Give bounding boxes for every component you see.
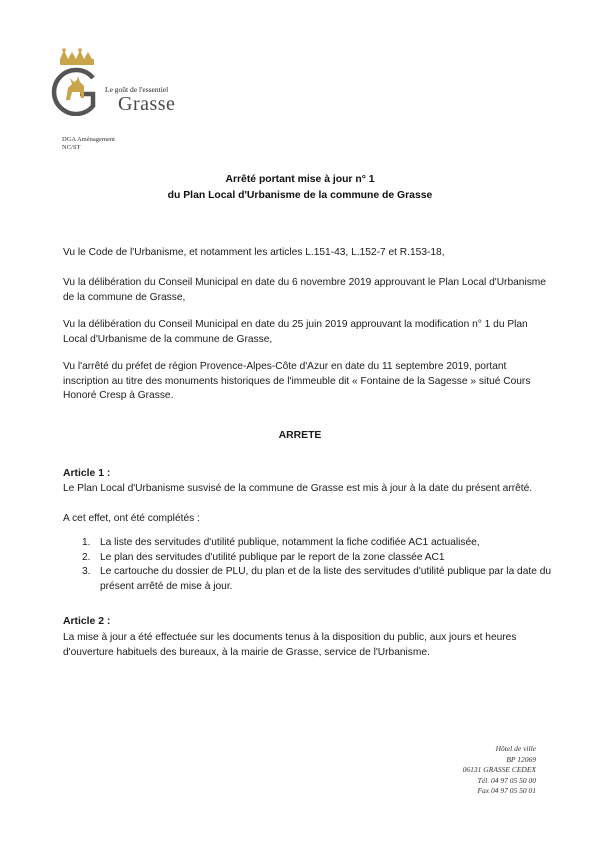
title-line-1: Arrêté portant mise à jour n° 1	[225, 174, 375, 185]
department-name: DGA Aménagement	[62, 136, 115, 143]
article-2-text: La mise à jour a été effectuée sur les documents tenus à la disposition du public, aux jours et heures d'ouverture habituels des bureaux, à la mairie de Grasse, service de l'Urbanisme.	[63, 632, 517, 658]
list-item-text: Le cartouche du dossier de PLU, du plan et de la liste des servitudes d'utilité publique par la date du présent arrêté de mise à jour.	[100, 566, 552, 592]
article-1-title: Article 1 :	[63, 468, 111, 479]
article-1-text: Le Plan Local d'Urbanisme susvisé de la commune de Grasse est mis à jour à la date du présent arrêté.	[63, 483, 533, 494]
city-hall-address	[463, 744, 536, 797]
address-phone: Tél. 04 97 05 50 00	[477, 775, 536, 785]
decree-heading: ARRETE	[278, 430, 322, 441]
title-line-2: du Plan Local d'Urbanisme de la commune de Grasse	[167, 190, 433, 201]
address-line: BP 12069	[506, 754, 536, 764]
department-initials: NC/ST	[62, 144, 81, 151]
list-item	[82, 565, 552, 594]
article-1-intro: A cet effet, ont été complétés :	[63, 513, 200, 524]
consideration-4: Vu l'arrêté du préfet de région Provence-Alpes-Côte d'Azur en date du 11 septembre 2019, portant inscription au titre des monuments historiques de l'immeuble dit « Fontaine de la Sagesse » situé Cours Honoré Cresp à Grasse.	[63, 361, 531, 401]
department-reference	[62, 136, 115, 152]
address-line: 06131 GRASSE CEDEX	[462, 765, 536, 774]
list-item-number: 2.	[82, 551, 91, 563]
article-2-title: Article 2 :	[63, 616, 111, 627]
list-item-number: 3.	[82, 566, 91, 577]
list-item	[82, 551, 552, 566]
list-item-text: La liste des servitudes d'utilité publique, notamment la fiche codifiée AC1 actualisée,	[100, 537, 480, 548]
consideration-1: Vu le Code de l'Urbanisme, et notamment les articles L.151-43, L.152-7 et R.153-18,	[63, 247, 445, 258]
consideration-2: Vu la délibération du Conseil Municipal en date du 6 novembre 2019 approuvant le Plan Local d'Urbanisme de la commune de Grasse,	[63, 277, 546, 303]
logo-tagline: Le goût de l'essentiel	[105, 85, 169, 94]
logo-wordmark: Grasse	[118, 93, 176, 115]
list-item	[82, 536, 552, 551]
list-item-number: 1.	[82, 537, 91, 548]
document-title	[0, 172, 600, 204]
address-line: Hôtel de ville	[495, 744, 536, 753]
completed-items-list	[82, 536, 552, 594]
consideration-3: Vu la délibération du Conseil Municipal en date du 25 juin 2019 approuvant la modification n° 1 du Plan Local d'Urbanisme de la commune de Grasse,	[63, 319, 528, 345]
address-fax: Fax 04 97 05 50 01	[477, 786, 536, 795]
list-item-text: Le plan des servitudes d'utilité publique par le report de la zone classée AC1	[100, 551, 445, 563]
city-logo	[50, 48, 180, 116]
